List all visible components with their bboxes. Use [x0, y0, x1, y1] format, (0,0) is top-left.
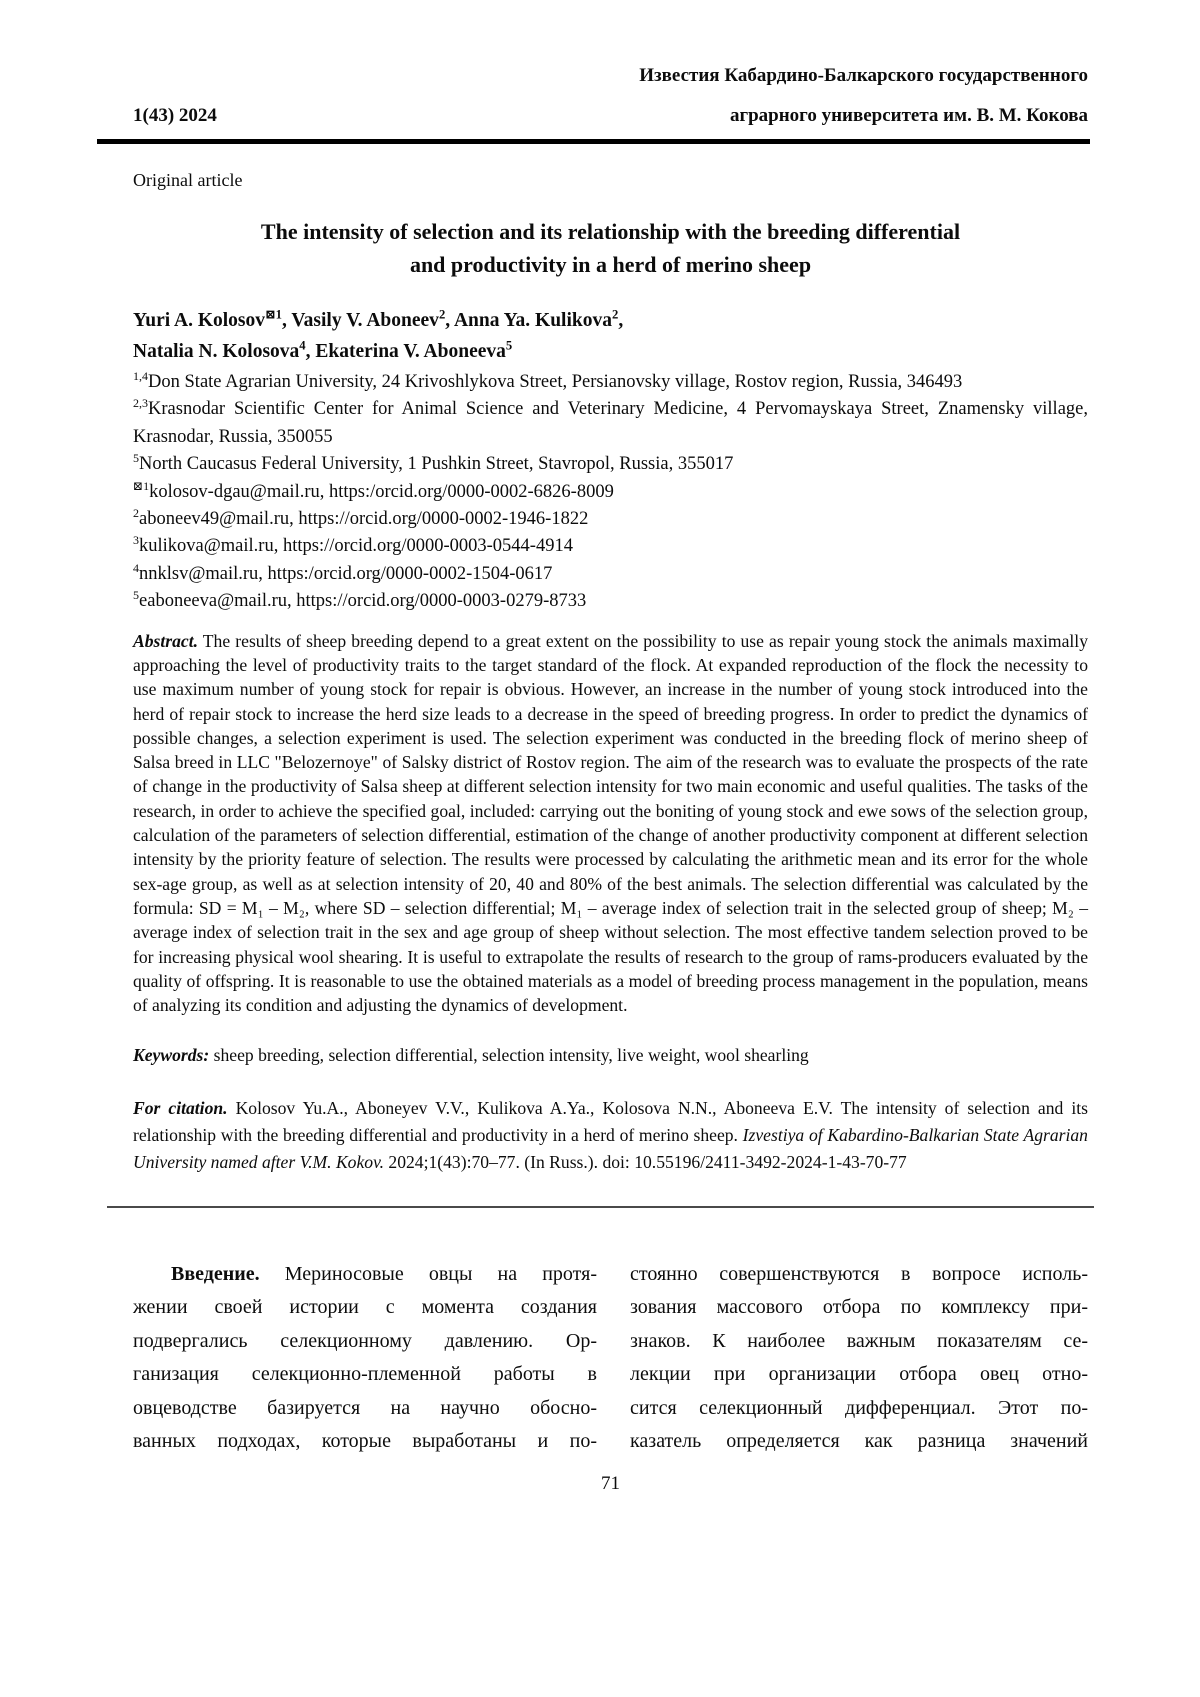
- citation-source: Izvestiya of Kabardino-Balkarian State Agrarian University named after V.M. Kokov.: [133, 1124, 1088, 1172]
- abstract-label: Abstract.: [133, 630, 199, 651]
- corresponding-author-envelope-icon: ⊠1: [265, 307, 282, 322]
- contact-line: [133, 588, 1088, 615]
- intro-line: знаков. К наиболее важным показателям се-: [630, 1329, 1088, 1352]
- introduction-heading: Введение.: [171, 1262, 260, 1285]
- keywords-text: sheep breeding, selection differential, selection intensity, live weight, wool shearling: [209, 1045, 809, 1066]
- affiliation: [133, 369, 1088, 396]
- affiliation-sup: 1,4: [133, 368, 149, 383]
- title-line2: and productivity in a herd of merino sheep: [409, 252, 812, 277]
- author-affiliation-sup: 2: [438, 307, 446, 322]
- authors-line2: [133, 336, 1088, 367]
- contact-sup: 2: [133, 505, 140, 520]
- intro-line: подвергались селекционному давлению. Ор-: [133, 1329, 597, 1352]
- email-orcid-text: kolosov-dgau@mail.ru, https:/orcid.org/0000-0002-6826-8009: [149, 481, 614, 502]
- author-separator: ,: [305, 341, 316, 362]
- authors-line1: [133, 305, 1088, 336]
- intro-left-column: [133, 1258, 597, 1459]
- author-separator: ,: [281, 310, 292, 331]
- author-name: Yuri A. Kolosov: [133, 310, 266, 331]
- contact-sup: 4: [133, 560, 140, 575]
- affiliation: [133, 451, 1088, 478]
- contact-line: [133, 479, 1088, 506]
- citation-tail: 2024;1(43):70–77. (In Russ.). doi: 10.55196/2411-3492-2024-1-43-70-77: [384, 1151, 907, 1172]
- intro-line: овцеводстве базируется на научно обосно-: [133, 1396, 597, 1419]
- affiliation-text: North Caucasus Federal University, 1 Pushkin Street, Stavropol, Russia, 355017: [139, 454, 734, 475]
- title-line1: The intensity of selection and its relationship with the breeding differential: [260, 219, 961, 244]
- article-type-label: Original article: [133, 170, 243, 190]
- contact-sup: 3: [133, 533, 140, 548]
- affiliation-text: Don State Agrarian University, 24 Krivoshlykova Street, Persianovsky village, Rostov region, Russia, 346493: [148, 372, 963, 392]
- introduction-columns: [133, 1258, 1088, 1459]
- issue-number: 1(43) 2024: [133, 105, 217, 126]
- author-name: Natalia N. Kolosova: [133, 341, 300, 362]
- intro-line: ганизация селекционно-племенной работы в: [133, 1363, 597, 1386]
- author-affiliation-sup: 2: [612, 307, 619, 322]
- affiliation-sup: 2,3: [133, 396, 149, 411]
- contact-line: [133, 533, 1088, 560]
- author-name: Vasily V. Aboneev: [291, 310, 439, 331]
- citation-paragraph: [133, 1095, 1088, 1176]
- page-title: [133, 215, 1088, 281]
- intro-line: сится селекционный дифференциал. Этот по-: [630, 1396, 1088, 1419]
- keywords-label: Keywords:: [133, 1045, 210, 1066]
- affiliation-sup: 5: [133, 451, 140, 466]
- keywords-line: [133, 1043, 1088, 1067]
- contact-sup: 5: [133, 588, 140, 603]
- intro-line: стоянно совершенствуются в вопросе исполь-: [630, 1262, 1088, 1285]
- citation-label: For citation.: [133, 1097, 228, 1118]
- email-orcid-text: kulikova@mail.ru, https://orcid.org/0000-0003-0544-4914: [139, 536, 573, 557]
- email-orcid-text: aboneev49@mail.ru, https://orcid.org/0000-0002-1946-1822: [139, 509, 589, 530]
- intro-line: зования массового отбора по комплексу при-: [630, 1296, 1088, 1319]
- page-header: [133, 56, 1088, 136]
- citation-text: Kolosov Yu.A., Aboneyev V.V., Kulikova A.Ya., Kolosova N.N., Aboneeva E.V. The intensity of selection and its relationship with the breeding differential and productivity in a herd of merino sheep.: [133, 1097, 1088, 1145]
- header-rule: [97, 139, 1090, 144]
- author-affiliation-sup: 4: [299, 338, 306, 353]
- author-affiliation-sup: 5: [505, 338, 513, 353]
- intro-line: [133, 1258, 597, 1292]
- email-orcid-text: eaboneeva@mail.ru, https://orcid.org/0000-0003-0279-8733: [139, 591, 587, 612]
- journal-title-line1: Известия Кабардино-Балкарского государственного: [639, 65, 1088, 86]
- affiliation-text: Krasnodar Scientific Center for Animal Science and Veterinary Medicine, 4 Pervomayskaya Street, Znamensky village, Krasnodar, Russia, 350055: [133, 399, 1088, 447]
- author-name: Anna Ya. Kulikova: [453, 310, 612, 331]
- intro-line: жении своей истории с момента создания: [133, 1296, 597, 1319]
- author-separator: ,: [445, 310, 454, 331]
- email-orcid-text: nnklsv@mail.ru, https:/orcid.org/0000-0002-1504-0617: [139, 563, 553, 584]
- intro-line: лекции при организации отбора овец отно-: [630, 1363, 1088, 1386]
- affiliations-contacts-block: [133, 369, 1088, 616]
- author-name: Ekaterina V. Aboneeva: [315, 341, 506, 362]
- section-divider: [107, 1206, 1094, 1208]
- authors-block: [133, 305, 1088, 367]
- page-number: 71: [601, 1472, 620, 1494]
- affiliation: [133, 396, 1088, 451]
- intro-line: казатель определяется как разница значений: [630, 1430, 1088, 1453]
- contact-line: [133, 506, 1088, 533]
- journal-title: [639, 56, 1088, 136]
- abstract-paragraph: [133, 629, 1088, 1018]
- contact-line: [133, 561, 1088, 588]
- envelope-icon: ⊠1: [133, 478, 150, 493]
- intro-text: Мериносовые овцы на протя-: [259, 1262, 597, 1285]
- intro-right-column: [630, 1258, 1088, 1459]
- intro-line: ванных подходах, которые выработаны и по-: [133, 1430, 597, 1453]
- author-separator: ,: [618, 310, 624, 331]
- abstract-text: The results of sheep breeding depend to a great extent on the possibility to use as repair young stock the animals maximally approaching the level of productivity traits to the target standard of the flock. At expanded reproduction of the flock the necessity to use maximum number of young stock for repair is obvious. However, an increase in the number of young stock introduced into the herd of repair stock to increase the herd size leads to a decrease in the speed of breeding progress. In order to predict the dynamics of possible changes, a selection experiment is used. The selection experiment was conducted in the breeding flock of merino sheep of Salsa breed in LLC "Belozernoye" of Salsky district of Rostov region. The aim of the research was to evaluate the prospects of the rate of change in the productivity of Salsa sheep at different selection intensity for two main economic and useful qualities. The tasks of the research, in order to achieve the specified goal, included: carrying out the boniting of young stock and ewe sows of the selection group, calculation of the parameters of selection differential, estimation of the change of another productivity component at different selection intensity by the priority feature of selection. The results were processed by calculating the arithmetic mean and its error for the whole sex-age group, as well as at selection intensity of 20, 40 and 80% of the best animals. The selection differential was calculated by the formula: SD = M₁ – M₂, where SD – selection differential; M₁ – average index of selection trait in the selected group of sheep; M₂ – average index of selection trait in the sex and age group of sheep without selection. The most effective tandem selection proved to be for increasing physical wool shearing. It is useful to extrapolate the results of research to the group of rams-producers evaluated by the quality of offspring. It is reasonable to use the obtained materials as a model of breeding process management in the population, means of analyzing its condition and adjusting the dynamics of development.: [133, 630, 1088, 1016]
- journal-title-line2: аграрного университета им. В. М. Кокова: [729, 105, 1088, 126]
